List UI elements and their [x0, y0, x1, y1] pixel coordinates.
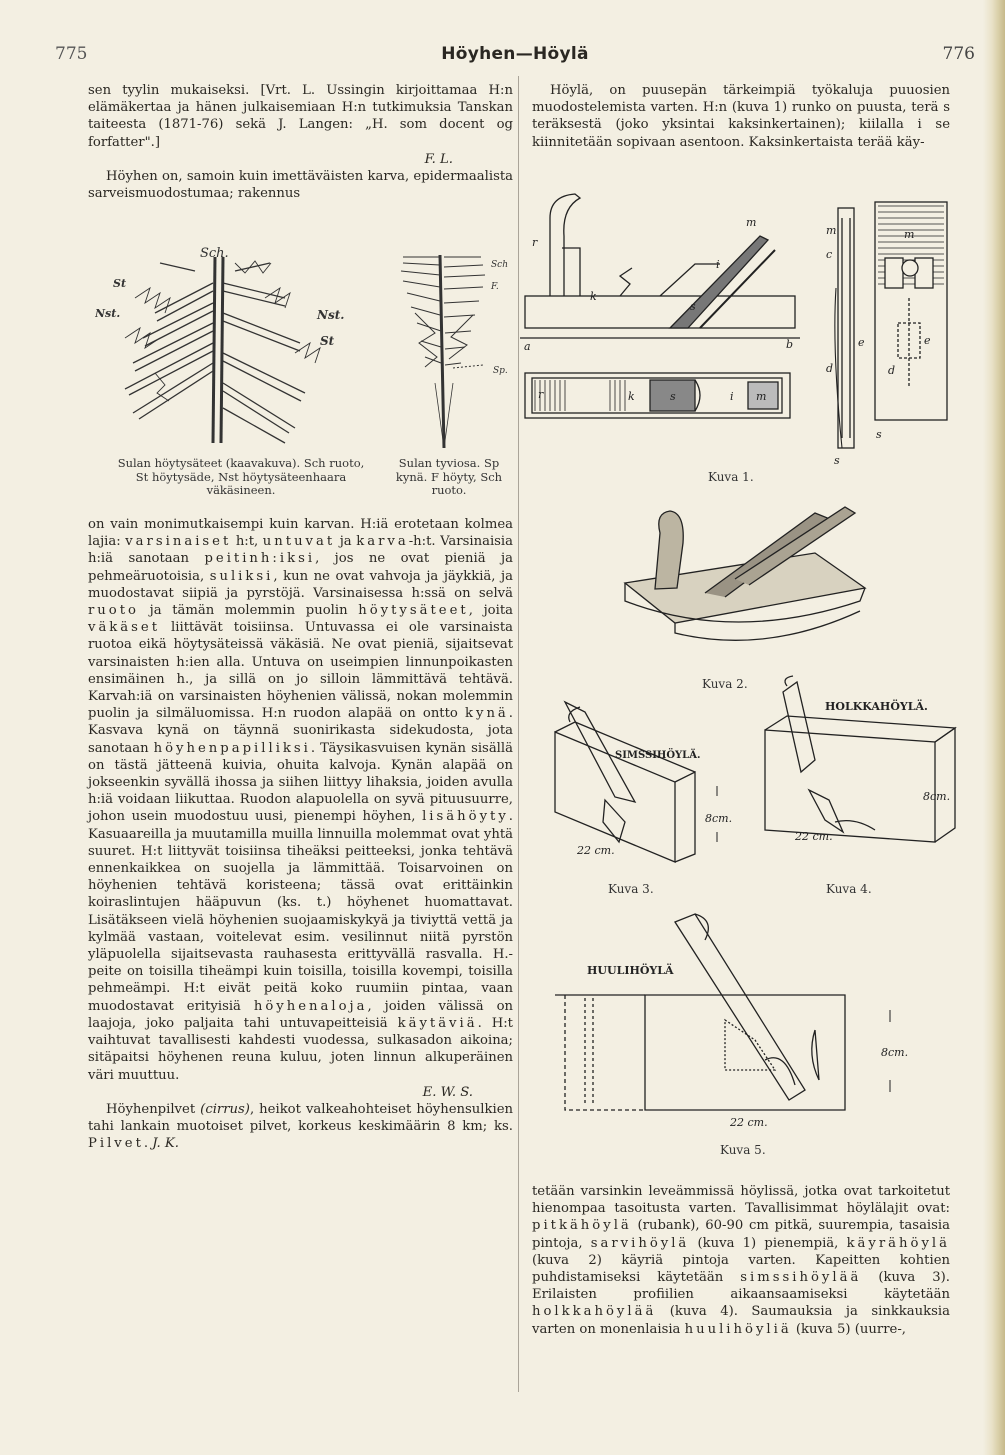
simssi-holkka-figure [525, 672, 965, 884]
text-run: on vain monimutkaisempi kuin karvan. H:iä erotetaan kolmea lajia: [88, 517, 513, 550]
fig1-label-s4: s [876, 428, 882, 441]
left-paragraph-2: Höyhen on, samoin kuin imettäväisten karva, epidermaalista sarveismuodostumaa; rakennus [88, 169, 513, 202]
caption-kuva-2: Kuva 2. [702, 677, 748, 691]
term-höytysäteet: höytysäteet [358, 603, 469, 619]
text-run: , jos ne ovat pieniä ja pehmeäruotoisia, [88, 551, 513, 584]
text-run: liittävät toisiinsa. Untuvassa ei ole varsinaista ruotoa eikä höytysäteissä väkäsiä. Ne ovat pieniä, sijaitsevat varsinaisten h:ien alla. Untuva on useimpien linnunpoikasten ensimäinen h., ja sillä on jo silloin lämmittävä tehtävä. Karvah:iä on varsinaisten höyhenien välissä, nokan molemmin puolin ja silmäluomissa. H:n ruodon alapää on ontto [88, 620, 513, 722]
feather-base-diagram [395, 253, 513, 453]
text-run: . Kasvava kynä on täynnä suonirikasta sidekudosta, jota sanotaan [88, 706, 513, 756]
label-nst-left: Nst. [95, 307, 121, 320]
label-right-sp: Sp. [493, 366, 508, 376]
fig1-label-m: m [746, 216, 757, 229]
text-run: , heikot valkeahohteiset höyhensulkien tahi lankain muotoiset pilvet, korkeus keskimäärin 8 km; ks. [88, 1101, 513, 1135]
caption-feather-barbs: Sulan höytysäteet (kaavakuva). Sch ruoto, St höytysäde, Nst höytysäteenhaara väkäsineen. [117, 456, 365, 497]
feather-barbs-diagram [95, 243, 365, 451]
column-divider [518, 76, 519, 1392]
fig1-label-i2: i [730, 390, 734, 403]
text-run: ja [335, 534, 357, 550]
caption-kuva-4: Kuva 4. [826, 882, 872, 896]
text-run: , joiden välissä on laajoja, joko paljaita tahi untuvapeitteisiä [88, 998, 513, 1031]
link-pilvet[interactable]: Pilvet [88, 1136, 144, 1152]
text-run: (rubank), 60-90 cm pitkä, suurempia, tasaisia pintoja, [532, 1218, 950, 1251]
text-run: h:t, [231, 534, 263, 550]
label-right-sch: Sch [491, 260, 509, 270]
left-column-top [88, 82, 513, 202]
term-pitkähöylä: pitkähöylä [532, 1218, 632, 1234]
label-right-f: F. [491, 282, 499, 292]
huuli-plane-figure [545, 910, 965, 1130]
fig1-label-d: d [826, 362, 834, 375]
fig1-label-e: e [858, 336, 865, 349]
term-höyhenalat: höyhenaloja [253, 998, 368, 1014]
caption-kuva-1: Kuva 1. [708, 470, 754, 484]
text-run: . Täysikasvuisen kynän sisällä on tästä jätteenä kuivia, ohuita kalvoja. Kynän alapää on jokseenkin syvällä ihossa ja siihen liittyy lihaksia, joiden avulla h:iä voidaan liikuttaa. Ruodon alapuolella on syvä pituusuurre, johon usein muodostuu uusi, pienempi höyhen, [88, 740, 513, 825]
term-peitinhöyhenet: peitinh:iksi [204, 551, 316, 567]
label-sch: Sch. [200, 246, 229, 261]
fig1-label-a: a [524, 340, 531, 353]
right-column-bottom [532, 1183, 950, 1338]
label-holkkahöylä: HOLKKAHÖYLÄ. [825, 700, 928, 713]
term-lisähöyty: lisähöyty [422, 809, 509, 825]
left-paragraph-1: sen tyylin mukaiseksi. [Vrt. L. Ussingin kirjoittamaa H:n elämäkertaa ja hänen julkaisemiaan H:n tutkimuksia Tanskan taiteesta (1871-76) sekä J. Langen: „H. som docent og forfatter".] [88, 83, 513, 150]
fig1-label-i: i [716, 258, 720, 271]
dim-22cm-kuva5: 22 cm. [730, 1116, 768, 1129]
term-sulat: suliksi [209, 568, 274, 584]
fig1-label-e2: e [924, 334, 931, 347]
right-column-intro [532, 82, 950, 151]
term-simssihöylä: simssihöylää [740, 1270, 862, 1286]
label-st-left: St [113, 277, 127, 290]
fig1-label-d2: d [888, 364, 896, 377]
text-run: (kuva 5) (uurre-, [791, 1321, 906, 1337]
term-väkäset: väkäset [88, 620, 161, 636]
fig1-label-s: s [690, 300, 696, 313]
term-höyhenpapilli: höyhenpapilliksi [153, 740, 311, 756]
term-karva: karva [356, 534, 409, 550]
signature-jk: J. K. [152, 1136, 179, 1152]
caption-feather-base: Sulan tyviosa. Sp kynä. F höyty, Sch ruoto. [395, 456, 503, 497]
term-sarvihöylä: sarvihöylä [590, 1235, 690, 1251]
fig1-label-m2: m [756, 390, 767, 403]
dim-8cm-kuva4: 8cm. [923, 790, 951, 803]
term-kynä: kynä [465, 706, 509, 722]
fig1-label-r2: r [538, 388, 544, 401]
fig1-label-b: b [786, 338, 794, 351]
term-ruoto: ruoto [88, 603, 139, 619]
text-run: tetään varsinkin leveämmissä höylissä, jotka ovat tarkoitetut hienompaa tasoitusta varten. Tavallisimmat höylälajit ovat: [532, 1184, 950, 1217]
right-page-number: 776 [942, 44, 975, 64]
fig1-label-k: k [590, 290, 597, 303]
term-cirrus: (cirrus) [200, 1101, 250, 1117]
dim-22cm-kuva3: 22 cm. [577, 844, 615, 857]
label-simssihöylä: SIMSSIHÖYLÄ. [615, 750, 701, 761]
text-run: (kuva 1) pienempiä, [689, 1235, 847, 1251]
page-title: Höyhen—Höylä [441, 44, 589, 64]
text-run: . [143, 1136, 153, 1152]
signature-ews: E. W. S. [422, 1084, 473, 1100]
headword-höyhenpilvet: Höyhenpilvet [106, 1101, 201, 1117]
caption-kuva-5: Kuva 5. [720, 1143, 766, 1157]
plane-cross-section-figure [520, 188, 960, 470]
text-run: ja tämän molemmin puolin [138, 603, 359, 619]
fig1-label-s2: s [670, 390, 676, 403]
term-holkkahöylä: holkkahöylää [532, 1304, 657, 1320]
fig1-label-m4: m [904, 228, 915, 241]
dim-22cm-kuva4: 22 cm. [795, 830, 833, 843]
term-huulihöylä: huulihöyliä [684, 1321, 792, 1337]
fig1-label-m3: m [826, 224, 837, 237]
term-käytävät: käytäviä [397, 1015, 478, 1031]
text-run: (kuva 3). Erilaisten profiilien aikaansaamiseksi käytetään [532, 1270, 950, 1303]
text-run: -h:t. Varsinaisia h:iä sanotaan [88, 534, 514, 567]
term-käyrähöylä: käyrähöylä [846, 1235, 950, 1251]
label-nst-right: Nst. [317, 308, 345, 322]
caption-kuva-3: Kuva 3. [608, 882, 654, 896]
fig1-label-k2: k [628, 390, 635, 403]
term-varsinaiset: varsinaiset [125, 534, 232, 550]
page-edge [983, 0, 1005, 1455]
fig1-label-c: c [826, 248, 833, 261]
text-run: , joita [468, 603, 513, 619]
text-run: (kuva 4). Saumauksia ja sinkkauksia varten on monenlaisia [532, 1304, 950, 1337]
fig1-label-s3: s [834, 454, 840, 467]
text-run: . Kasuaareilla ja muutamilla muilla linnuilla molemmat ovat yhtä suuret. H:t liittyvät toisiinsa tiheäksi peitteeksi, jonka tehtävä ennenkaikkea on suojella ja lämmittää. Toisarvoinen on höyhenien tehtävä koristeena; tässä ovat erittäinkin koiraslintujen hääpuvun (ks. t.) höyhenet huomattavat. Lisätäkseen vielä höyhenien suojaamiskykyä ja tiviyttä vettä ja kylmää vastaan, voitelevat esim. vesilinnut niitä pyrstön yläpuolella sijaitsevasta rauhasesta erittyvällä rasvalla. H.-peite on toisilla tiheämpi kuin toisilla, toisilla kovempi, toisilla pehmeämpi. H:t eivät peitä koko ruumiin pintaa, vaan muodostavat erityisiä [88, 809, 513, 1014]
text-run: . H:t vaihtuvat tavallisesti kahdesti vuodessa, sulkasadon aikoina; sitäpaitsi höyhenen reuna kuluu, joten linnun alkuperäinen väri muuttuu. [88, 1015, 513, 1083]
label-huulihöylä: HUULIHÖYLÄ [587, 964, 674, 977]
text-run: , kun ne ovat vahvoja ja jäykkiä, ja muodostavat siipiä ja pyrstöjä. Varsinaisessa h:ssä on selvä [88, 568, 513, 601]
left-column-main [88, 516, 513, 1153]
term-untuvat: untuvat [262, 534, 336, 550]
fig1-label-r: r [532, 236, 538, 249]
signature-fl: F. L. [424, 151, 453, 167]
right-intro-paragraph: Höylä, on puusepän tärkeimpiä työkaluja puuosien muodostelemista varten. H:n (kuva 1) runko on puusta, terä s teräksestä (joko yksintai kaksinkertainen); kiilalla i se kiinnitetään sopivaan asentoon. Kaksinkertaista terää käy- [532, 83, 950, 150]
page-header [55, 44, 975, 70]
text-run: (kuva 2) käyriä pintoja varten. Kapeitten kohtien puhdistamiseksi käytetään [532, 1252, 950, 1286]
dim-8cm-kuva3: 8cm. [705, 812, 733, 825]
label-st-right: St [320, 334, 335, 348]
curved-plane-figure [615, 493, 875, 665]
dim-8cm-kuva5: 8cm. [881, 1046, 909, 1059]
left-page-number: 775 [55, 44, 88, 64]
